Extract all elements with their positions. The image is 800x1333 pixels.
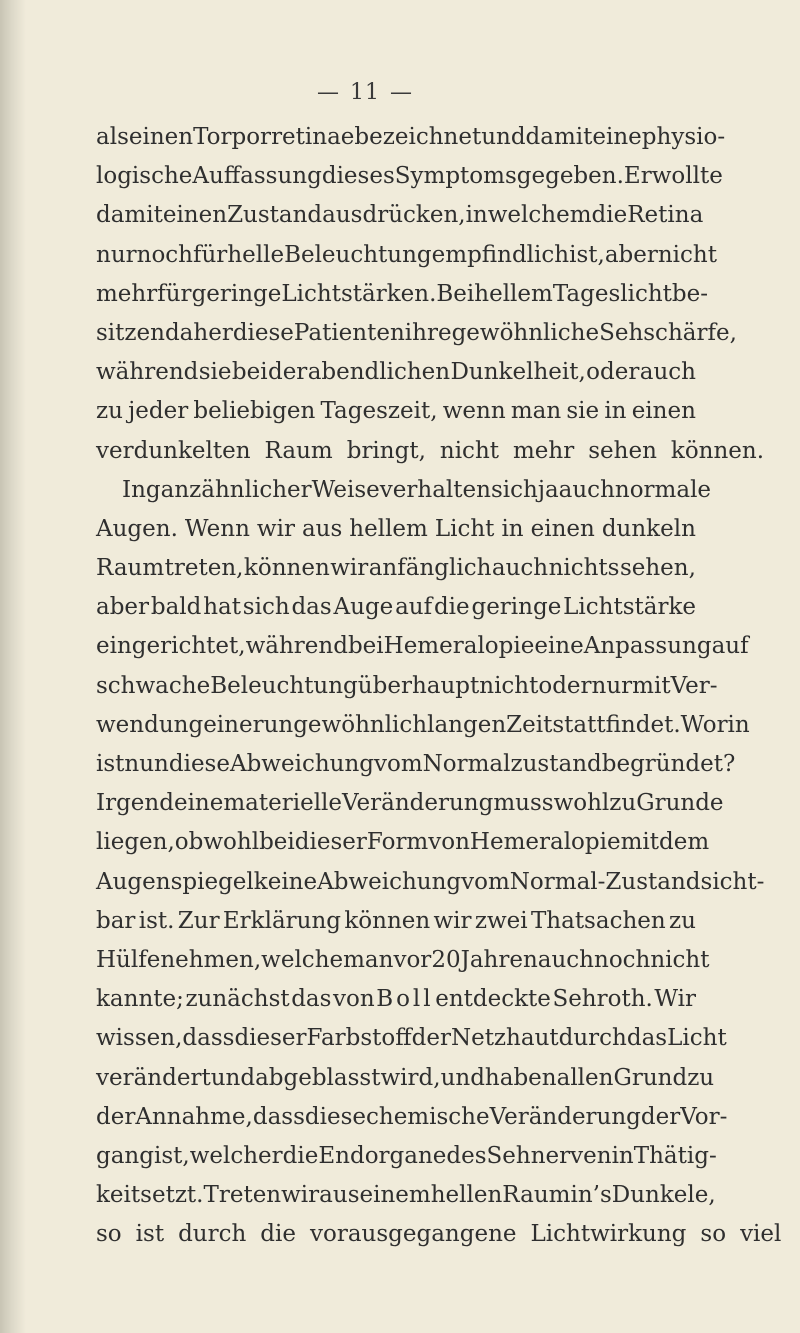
- word: wird,: [380, 1064, 441, 1091]
- word: wollte: [651, 163, 723, 190]
- word: Erklärung: [222, 907, 342, 934]
- word: diese: [168, 751, 230, 777]
- word: be-: [671, 280, 709, 307]
- word: bald: [150, 594, 202, 621]
- word: welche: [261, 946, 344, 973]
- word: durch: [558, 1025, 627, 1052]
- word: überhaupt: [357, 672, 480, 699]
- word: Dunkele,: [611, 1182, 716, 1209]
- word: Thätig-: [633, 1142, 717, 1169]
- word: Annahme,: [135, 1103, 253, 1130]
- word: Zeit: [506, 711, 553, 738]
- word: geringe: [471, 594, 562, 621]
- word: treten,: [164, 555, 244, 582]
- word: bei: [231, 359, 268, 386]
- word: retinae: [271, 124, 355, 150]
- word: Auffassung: [192, 163, 322, 190]
- word: auf: [395, 594, 433, 621]
- word: das: [626, 1025, 668, 1052]
- word: ist: [135, 1221, 165, 1248]
- word: diese: [304, 1103, 366, 1130]
- word: des: [446, 1142, 487, 1169]
- word: Irgend: [96, 790, 174, 817]
- text-line: [96, 549, 696, 588]
- word: der: [96, 1103, 136, 1130]
- word: einer: [203, 711, 264, 738]
- word: normale: [614, 476, 712, 503]
- text-line: [96, 980, 696, 1019]
- word: logische: [96, 163, 193, 190]
- text-line: [96, 118, 726, 157]
- word: die: [433, 594, 470, 621]
- word: bezeichnet: [354, 124, 482, 150]
- word: haben: [484, 1064, 557, 1091]
- word: Hemeralopie: [469, 829, 621, 856]
- text-line: [96, 392, 696, 431]
- word: bei: [259, 829, 295, 856]
- word: entdeckte: [435, 986, 551, 1013]
- word: nehmen,: [160, 946, 262, 973]
- word: mit: [632, 672, 671, 699]
- word: Normalzustand: [422, 751, 602, 777]
- word: verdunkelten: [96, 437, 251, 464]
- word: nichts: [548, 555, 620, 582]
- text-line: [96, 1059, 715, 1098]
- word: während: [96, 359, 199, 386]
- body-text: [96, 118, 782, 1254]
- word: mit: [620, 829, 660, 856]
- word: schwache: [96, 672, 211, 699]
- word: nicht: [479, 672, 539, 699]
- word: für: [157, 280, 192, 307]
- word: anfänglich: [368, 555, 492, 582]
- word: empfindlich: [431, 241, 570, 268]
- word: stattfindet.: [552, 711, 681, 738]
- word: Raum: [264, 437, 333, 464]
- word: als: [96, 124, 129, 150]
- word: aus: [301, 515, 343, 542]
- word: keit: [96, 1182, 141, 1209]
- word: materielle: [223, 790, 343, 817]
- word: zwei: [474, 907, 528, 934]
- word: gegeben.: [516, 163, 624, 190]
- word: bringt,: [346, 437, 426, 464]
- word: vom: [461, 868, 510, 895]
- word: Sehschärfe,: [599, 319, 737, 346]
- word: die: [591, 202, 628, 229]
- word: ungewöhnlich: [263, 711, 428, 738]
- word: verhalten: [379, 476, 491, 503]
- word: wendung: [96, 711, 204, 738]
- text-line: [96, 627, 749, 666]
- word: Zustand: [227, 202, 323, 229]
- word: der: [640, 1103, 681, 1130]
- word: auch: [537, 946, 594, 973]
- word: dunkeln: [601, 515, 696, 542]
- word: hat: [203, 594, 241, 621]
- text-line: [96, 236, 717, 275]
- word: durch: [178, 1221, 247, 1248]
- word: die: [282, 1142, 319, 1169]
- word: das: [291, 986, 332, 1013]
- word: ist.: [138, 907, 175, 934]
- word: eingerichtet,: [96, 633, 246, 660]
- word: damit: [96, 202, 163, 229]
- word: Endorgane: [318, 1142, 447, 1169]
- text-line: [96, 1098, 728, 1137]
- text-line: [96, 784, 724, 823]
- word: von: [332, 986, 375, 1013]
- word: Dunkelheit,: [450, 359, 586, 386]
- word: ihre: [404, 319, 452, 346]
- word: zu: [687, 1064, 715, 1091]
- word: wir: [330, 555, 369, 582]
- word: Lichtstärke: [563, 594, 696, 621]
- word: Sehnerven: [486, 1142, 612, 1169]
- word: man: [343, 946, 394, 973]
- word: Netzhaut: [450, 1025, 559, 1052]
- word: und: [440, 1064, 485, 1091]
- text-line: [96, 432, 765, 471]
- word: Lichtwirkung: [530, 1221, 687, 1248]
- word: Augen.: [96, 515, 178, 542]
- word: bar: [96, 907, 136, 934]
- word: wenn: [442, 398, 506, 425]
- word: einen: [162, 202, 228, 229]
- text-line: [96, 314, 737, 353]
- word: geringe: [191, 280, 282, 307]
- text-line: [96, 588, 696, 627]
- word: dieser: [234, 1025, 307, 1052]
- word: sicht-: [700, 868, 765, 895]
- word: Licht: [667, 1025, 727, 1052]
- word: Symptoms: [394, 163, 517, 190]
- word: oder: [538, 672, 592, 699]
- text-line: [96, 275, 709, 314]
- word: können.: [670, 437, 765, 464]
- word: Beleuchtung: [210, 672, 358, 699]
- word: der: [411, 1025, 451, 1052]
- text-line: [96, 1019, 727, 1058]
- word: nicht: [657, 241, 717, 268]
- text-line: [96, 706, 750, 745]
- word: Wir: [654, 986, 696, 1013]
- word: Licht: [434, 515, 495, 542]
- word: verändert: [96, 1064, 211, 1091]
- word: dass: [182, 1025, 235, 1052]
- word: viel: [740, 1221, 782, 1248]
- word: wir: [281, 1182, 320, 1209]
- word: sehen,: [619, 555, 696, 582]
- word: so: [96, 1221, 122, 1248]
- word: Raum: [502, 1182, 571, 1209]
- word: nur: [96, 241, 137, 268]
- word: 20: [431, 946, 461, 973]
- word: ja: [537, 476, 559, 503]
- word: Veränderung: [342, 790, 494, 817]
- word: Vor-: [680, 1103, 728, 1130]
- word: ähnlicher: [201, 476, 312, 503]
- word: vorausgegangene: [310, 1221, 517, 1248]
- text-line: [96, 353, 696, 392]
- word: Abweichung: [229, 751, 374, 777]
- word: Bei: [436, 280, 475, 307]
- text-line: [96, 157, 723, 196]
- word: begründet?: [601, 751, 736, 777]
- word: welcher: [189, 1142, 283, 1169]
- word: aber: [604, 241, 658, 268]
- text-line: [96, 823, 710, 862]
- word: der: [267, 359, 308, 386]
- word: in: [604, 398, 627, 425]
- word: die: [260, 1221, 296, 1248]
- word: Treten: [203, 1182, 282, 1209]
- page-number-dash-right: —: [390, 80, 413, 105]
- word: gang: [96, 1142, 154, 1169]
- word: setzt.: [140, 1182, 204, 1209]
- word: Veränderung: [489, 1103, 641, 1130]
- page-number-dash-left: —: [317, 80, 340, 105]
- word: obwohl: [174, 829, 260, 856]
- word: von: [428, 829, 470, 856]
- word: Lichtstärken.: [281, 280, 437, 307]
- page-number-header: [0, 80, 730, 105]
- word: ausdrücken,: [322, 202, 466, 229]
- word: mehr: [96, 280, 158, 307]
- word: ganz: [145, 476, 202, 503]
- word: Ver-: [670, 672, 718, 699]
- word: ist,: [569, 241, 605, 268]
- word: Hemeralopie: [383, 633, 535, 660]
- word: Hülfe: [96, 946, 161, 973]
- word: noch: [594, 946, 651, 973]
- word: wir: [256, 515, 295, 542]
- word: ist,: [153, 1142, 190, 1169]
- word: in: [465, 202, 488, 229]
- word: dieses: [321, 163, 395, 190]
- word: auf: [711, 633, 749, 660]
- word: hellem: [349, 515, 428, 542]
- word: wohl: [553, 790, 610, 817]
- word: wir: [433, 907, 472, 934]
- word: Beleuchtung: [284, 241, 432, 268]
- word: einen: [631, 398, 696, 425]
- word: allen: [556, 1064, 614, 1091]
- text-line: [96, 902, 696, 941]
- word: nicht: [439, 437, 499, 464]
- word: Jahren: [460, 946, 538, 973]
- word: nun: [124, 751, 169, 777]
- word: sich: [242, 594, 290, 621]
- text-line: [96, 745, 736, 784]
- word: zu: [96, 398, 123, 425]
- word: in: [501, 515, 524, 542]
- word: Normal-Zustand: [509, 868, 701, 895]
- word: langen: [427, 711, 507, 738]
- word: Torpor: [193, 124, 272, 150]
- word: sie: [566, 398, 600, 425]
- word: zu: [669, 907, 696, 934]
- word: hellem: [474, 280, 553, 307]
- word: Retina: [627, 202, 704, 229]
- word: chemische: [366, 1103, 490, 1130]
- word: sie: [198, 359, 232, 386]
- word: mehr: [513, 437, 575, 464]
- word: In: [122, 476, 146, 503]
- text-line: [96, 1137, 717, 1176]
- word: in: [611, 1142, 634, 1169]
- word: abendlichen: [307, 359, 451, 386]
- word: Worin: [680, 711, 750, 738]
- word: vor: [393, 946, 432, 973]
- word: Boll: [376, 986, 434, 1013]
- word: Raum: [96, 555, 165, 582]
- word: auch: [639, 359, 696, 386]
- word: Anpassung: [583, 633, 712, 660]
- word: jeder: [128, 398, 189, 425]
- word: dass: [252, 1103, 305, 1130]
- word: Grund: [613, 1064, 688, 1091]
- word: damit: [525, 124, 593, 150]
- word: Abweichung: [317, 868, 462, 895]
- word: vom: [374, 751, 423, 777]
- word: diese: [232, 319, 294, 346]
- word: man: [510, 398, 562, 425]
- word: eine: [592, 124, 642, 150]
- word: dem: [659, 829, 710, 856]
- word: dieser: [294, 829, 367, 856]
- word: Thatsachen: [530, 907, 666, 934]
- word: daher: [164, 319, 233, 346]
- word: oder: [586, 359, 640, 386]
- word: Tageszeit,: [320, 398, 438, 425]
- word: so: [700, 1221, 727, 1248]
- word: können: [344, 907, 431, 934]
- word: Tageslicht: [552, 280, 672, 307]
- word: das: [291, 594, 332, 621]
- word: physio-: [641, 124, 726, 150]
- word: und: [210, 1064, 256, 1091]
- word: Form: [366, 829, 429, 856]
- word: bei: [347, 633, 384, 660]
- text-line: [96, 863, 765, 902]
- word: ist: [96, 751, 125, 777]
- word: sehen: [588, 437, 657, 464]
- word: Zur: [177, 907, 220, 934]
- word: Auge: [333, 594, 394, 621]
- text-line: [96, 196, 704, 235]
- word: einem: [359, 1182, 431, 1209]
- word: einen: [530, 515, 595, 542]
- word: Farbstoff: [306, 1025, 412, 1052]
- word: auch: [558, 476, 615, 503]
- word: Weise: [311, 476, 380, 503]
- word: einen: [128, 124, 194, 150]
- word: eine: [534, 633, 584, 660]
- word: aus: [319, 1182, 360, 1209]
- word: nur: [591, 672, 633, 699]
- text-line: [96, 667, 718, 706]
- word: für: [192, 241, 228, 268]
- word: Sehroth.: [552, 986, 653, 1013]
- word: hellen: [430, 1182, 503, 1209]
- word: auch: [491, 555, 549, 582]
- word: zunächst: [185, 986, 290, 1013]
- word: aber: [96, 594, 150, 621]
- word: keine: [253, 868, 318, 895]
- word: nicht: [650, 946, 710, 973]
- word: sitzen: [96, 319, 165, 346]
- word: zu: [609, 790, 637, 817]
- text-line: [96, 471, 712, 510]
- word: in’s: [570, 1182, 612, 1209]
- word: eine: [173, 790, 224, 817]
- word: Wenn: [184, 515, 250, 542]
- text-line: [96, 1176, 716, 1215]
- word: sich: [490, 476, 538, 503]
- word: muss: [493, 790, 554, 817]
- word: helle: [227, 241, 285, 268]
- text-line: [96, 941, 710, 980]
- word: können: [243, 555, 330, 582]
- word: noch: [136, 241, 193, 268]
- text-line: [96, 510, 696, 549]
- word: und: [481, 124, 526, 150]
- word: welchem: [487, 202, 592, 229]
- word: Augenspiegel: [96, 868, 254, 895]
- word: beliebigen: [193, 398, 316, 425]
- word: Patienten: [293, 319, 405, 346]
- word: Grunde: [636, 790, 724, 817]
- word: während: [245, 633, 348, 660]
- page-number: 11: [350, 80, 380, 105]
- word: liegen,: [96, 829, 175, 856]
- word: kannte;: [96, 986, 184, 1013]
- word: abgeblasst: [255, 1064, 381, 1091]
- word: gewöhnliche: [451, 319, 600, 346]
- word: Er: [623, 163, 652, 190]
- text-line: [96, 1215, 782, 1254]
- word: wissen,: [96, 1025, 183, 1052]
